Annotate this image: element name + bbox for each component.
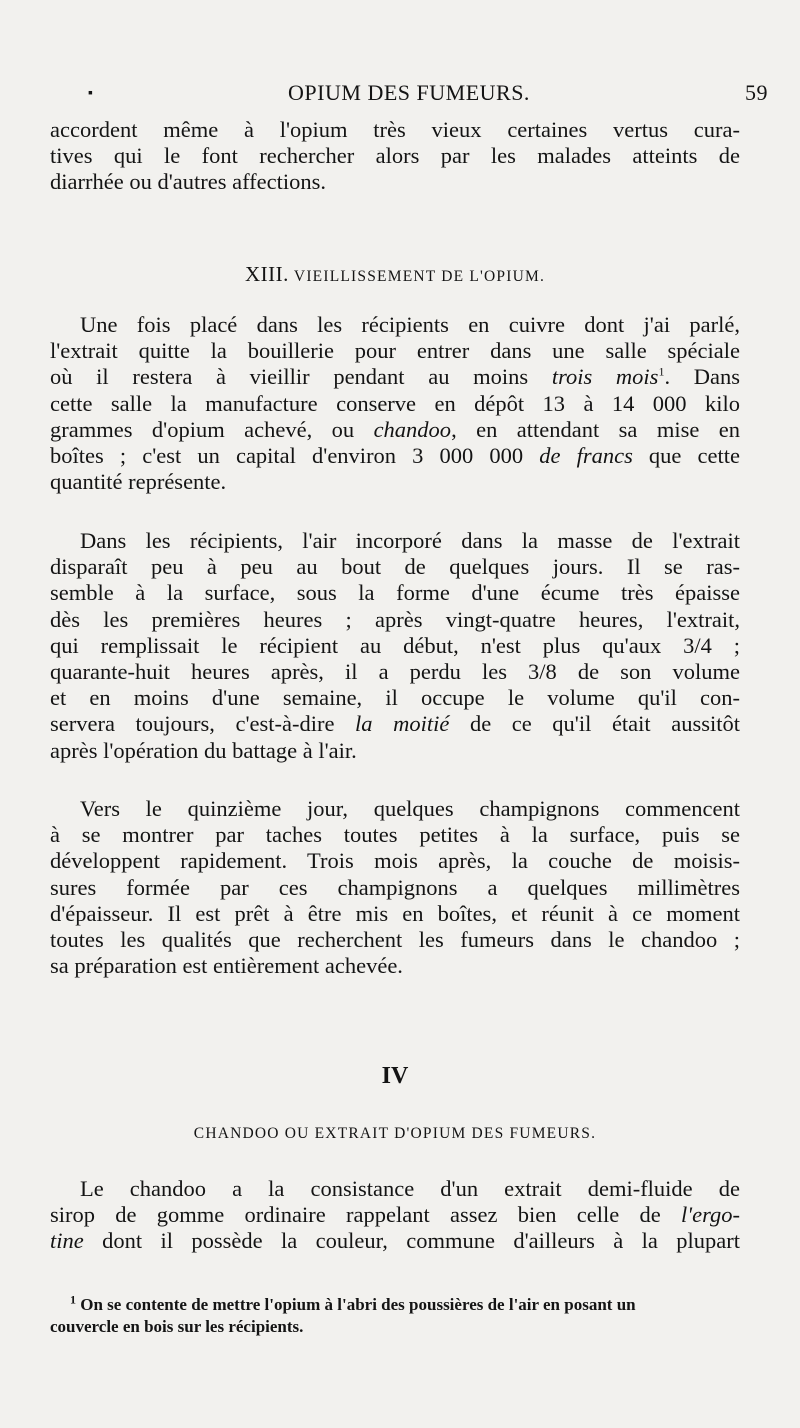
text-line: boîtes ; c'est un capital d'environ 3 000 000 de francs que cette xyxy=(50,443,740,469)
text-line: accordent même à l'opium très vieux certaines vertus cura- xyxy=(50,117,740,142)
text-line: grammes d'opium achevé, ou chandoo, en attendant sa mise en xyxy=(50,416,740,442)
intro-paragraph xyxy=(50,117,740,196)
text-line: sa préparation est entièrement achevée. xyxy=(50,953,403,979)
paragraph-mushrooms xyxy=(50,796,740,979)
text-line: sures formée par ces champignons a quelques millimètres xyxy=(50,874,740,900)
text-line: développent rapidement. Trois mois après, la couche de moisis- xyxy=(50,848,740,874)
emphasis: trois mois xyxy=(551,364,659,390)
text-line: Vers le quinzième jour, quelques champignons commencent xyxy=(80,796,740,821)
text-line: disparaît peu à peu au bout de quelques jours. Il se ras- xyxy=(50,554,740,580)
section-title: VIEILLISSEMENT DE L'OPIUM. xyxy=(293,268,546,285)
text-line: après l'opération du battage à l'air. xyxy=(50,737,357,763)
footnote-line: couvercle en bois sur les récipients. xyxy=(50,1317,304,1336)
emphasis: tine xyxy=(50,1228,84,1254)
text-line: d'épaisseur. Il est prêt à être mis en boîtes, et réunit à ce moment xyxy=(50,900,740,926)
text-line: toutes les qualités que recherchent les fumeurs dans le chandoo ; xyxy=(50,927,740,953)
footnote-line: $^1$ On se contente de mettre l'opium à l'abri des poussières de l'air en posant un xyxy=(70,1292,636,1314)
section-heading-iv: IV xyxy=(381,1063,409,1089)
emphasis: chandoo xyxy=(373,416,452,442)
footnote xyxy=(50,1294,740,1338)
text-line: cette salle la manufacture conserve en dépôt 13 à 14 000 kilo xyxy=(50,390,740,416)
page-number: 59 xyxy=(745,80,768,105)
section-numeral: XIII. xyxy=(244,262,289,286)
text-line: Le chandoo a la consistance d'un extrait demi-fluide de xyxy=(80,1176,740,1201)
text-line: Dans les récipients, l'air incorporé dans la masse de l'extrait xyxy=(80,528,740,553)
text-line: sirop de gomme ordinaire rappelant assez bien celle de l'ergo- xyxy=(50,1202,740,1228)
running-title: OPIUM DES FUMEURS. xyxy=(288,80,530,105)
text-line: tives qui le font rechercher alors par les malades atteints de xyxy=(50,143,740,169)
text-line: à se montrer par taches toutes petites à la surface, puis se xyxy=(50,822,740,848)
paragraph-recipients xyxy=(50,528,740,764)
footnote-ref: 1 xyxy=(658,364,665,379)
paragraph-aging xyxy=(50,312,740,495)
section-heading-xiii xyxy=(50,262,740,287)
bullet-mark: ▪ xyxy=(88,86,94,101)
paragraph-chandoo xyxy=(50,1176,740,1255)
text-line: quantité représente. xyxy=(50,469,227,495)
text-line: servera toujours, c'est-à-dire la moitié de ce qu'il était aussitôt xyxy=(50,711,740,737)
text-line: qui remplissait le récipient au début, n'est plus qu'aux 3/4 ; xyxy=(50,632,740,658)
text-line: semble à la surface, sous la forme d'une écume très épaisse xyxy=(50,580,740,606)
footnote-marker: 1 xyxy=(70,1292,76,1307)
text-line: où il restera à vieillir pendant au moins trois mois$^1$. Dans xyxy=(50,364,740,390)
running-head xyxy=(50,80,768,110)
text-line: quarante-huit heures après, il a perdu les 3/8 de son volume xyxy=(50,659,740,685)
emphasis: l'ergo- xyxy=(681,1202,740,1228)
text-line: et en moins d'une semaine, il occupe le volume qu'il con- xyxy=(50,685,740,711)
text-line: dès les premières heures ; après vingt-quatre heures, l'extrait, xyxy=(50,606,740,632)
text-line: l'extrait quitte la bouillerie pour entrer dans une salle spéciale xyxy=(50,338,740,364)
text-line: Une fois placé dans les récipients en cuivre dont j'ai parlé, xyxy=(80,312,740,337)
emphasis: de francs xyxy=(539,443,633,469)
text-line: tine dont il possède la couleur, commune d'ailleurs à la plupart xyxy=(50,1228,740,1254)
section-title-chandoo: CHANDOO OU EXTRAIT D'OPIUM DES FUMEURS. xyxy=(193,1125,597,1142)
emphasis: la moitié xyxy=(355,711,450,737)
text-line: diarrhée ou d'autres affections. xyxy=(50,169,327,195)
